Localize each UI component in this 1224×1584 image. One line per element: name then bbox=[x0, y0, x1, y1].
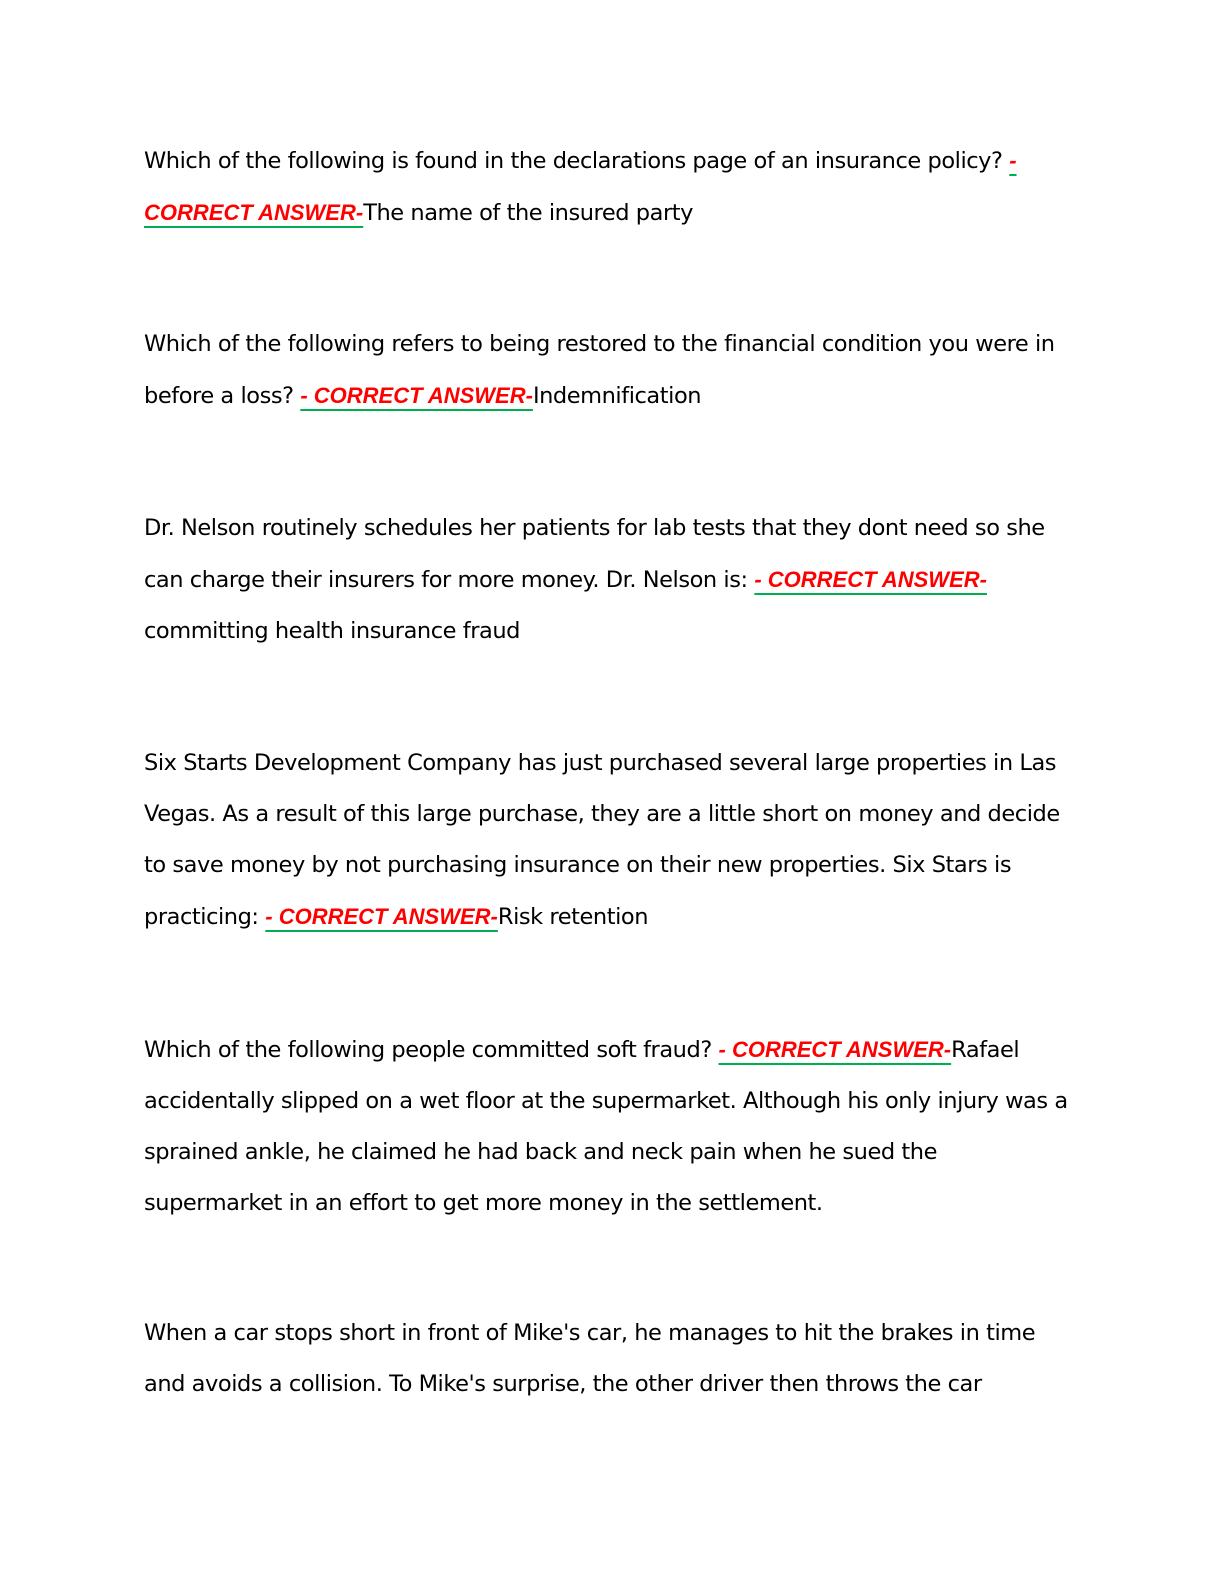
qa-item bbox=[144, 503, 1079, 657]
answer-text: Risk retention bbox=[497, 904, 649, 930]
correct-answer-marker: - CORRECT ANSWER- bbox=[718, 1037, 952, 1062]
question-text: Which of the following people committed soft fraud? bbox=[144, 1037, 712, 1063]
question-text: Which of the following refers to being restored to the financial condition you were in before a loss? bbox=[144, 331, 1055, 409]
correct-answer-marker: - CORRECT ANSWER- bbox=[144, 148, 1017, 225]
qa-item bbox=[144, 1308, 1079, 1410]
answer-text: Rafael accidentally slipped on a wet floor at the supermarket. Although his only injury was a sprained ankle, he claimed he had back and neck pain when he sued the supermarket in an effort to get more money in the settlement. bbox=[144, 1037, 1068, 1216]
question-text: Which of the following is found in the declarations page of an insurance policy? bbox=[144, 148, 1003, 174]
answer-text: Indemnification bbox=[532, 383, 702, 409]
qa-item bbox=[144, 738, 1079, 943]
answer-text: committing health insurance fraud bbox=[144, 618, 520, 644]
correct-answer-marker: - CORRECT ANSWER- bbox=[265, 904, 498, 929]
qa-item bbox=[144, 1024, 1079, 1229]
correct-answer-marker: - CORRECT ANSWER- bbox=[300, 383, 533, 408]
qa-item bbox=[144, 135, 1079, 239]
question-text: Six Starts Development Company has just purchased several large properties in Las Vegas. As a result of this large purchase, they are a little short on money and decide to save money by not purchasing insurance on their new properties. Six Stars is practicing: bbox=[144, 750, 1060, 930]
answer-text: The name of the insured party bbox=[363, 200, 693, 226]
qa-item bbox=[144, 319, 1079, 422]
question-text: When a car stops short in front of Mike's car, he manages to hit the brakes in time and avoids a collision. To Mike's surprise, the other driver then throws the car bbox=[144, 1320, 1036, 1397]
correct-answer-marker: - CORRECT ANSWER- bbox=[754, 567, 987, 592]
question-text: Dr. Nelson routinely schedules her patients for lab tests that they dont need so she can charge their insurers for more money. Dr. Nelson is: bbox=[144, 515, 1045, 593]
